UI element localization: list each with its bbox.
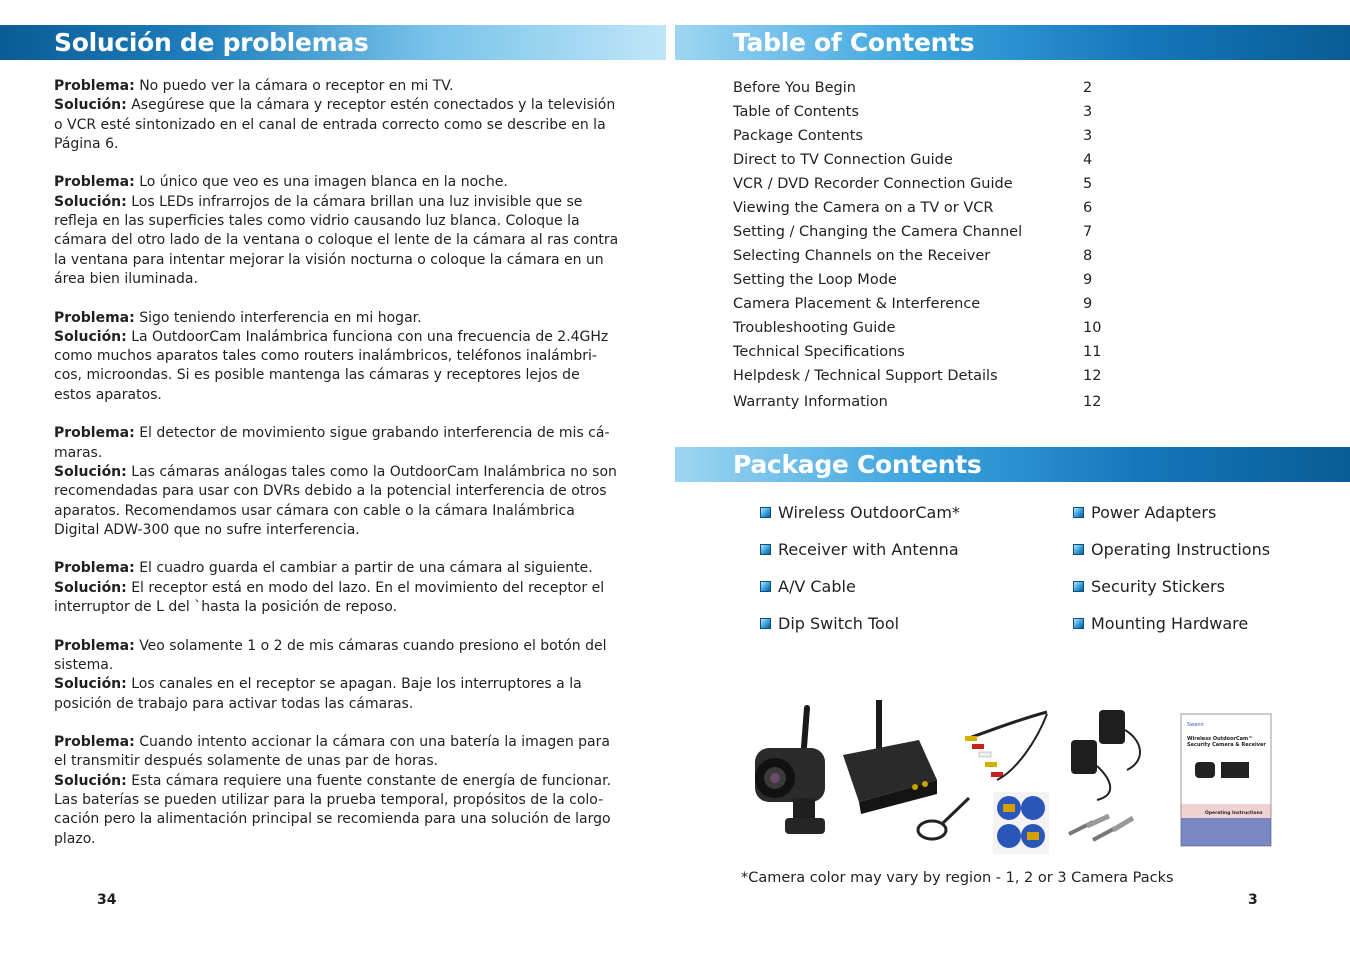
problem-text: El cuadro guarda el cambiar a partir de una cámara al siguiente.: [139, 560, 593, 577]
solution-text: Los LEDs infrarrojos de la cámara brillan una luz invisible que se refleja en las superficies tales como vidrio causando luz blanca. Coloque la cámara del otro lado de la ventana o coloque el lente de la cámara al ras contra la ventana para intentar mejorar la visión nocturna o coloque la cámara en un área bien iluminada.: [54, 193, 619, 287]
package-item-label: Mounting Hardware: [1091, 614, 1249, 633]
solution-label: Solución:: [54, 328, 127, 345]
package-item: [1073, 531, 1270, 568]
security-stickers-icon: [993, 792, 1049, 854]
toc-entry-page: 11: [1083, 344, 1102, 360]
dip-switch-tool-icon: [918, 798, 969, 839]
left-page-title-banner: [0, 25, 666, 60]
package-item: [760, 494, 960, 531]
toc-entry[interactable]: [733, 148, 1113, 172]
page-number-left: 34: [97, 892, 117, 908]
toc-entry-title: Setting the Loop Mode: [733, 272, 897, 288]
toc-entry[interactable]: [733, 76, 1113, 100]
faq-problem: [54, 559, 620, 578]
toc-entry[interactable]: [733, 244, 1113, 268]
toc-entry-page: 9: [1083, 296, 1093, 312]
toc-entry-page: 5: [1083, 176, 1093, 192]
solution-text: La OutdoorCam Inalámbrica funciona con una frecuencia de 2.4GHz como muchos aparatos tales como routers inalámbricos, teléfonos inalámbri-cos, microondas. Si es posible mantenga las cámaras y receptores lejos de estos aparatos.: [54, 328, 609, 403]
package-item: [1073, 605, 1270, 642]
toc-entry-title: Troubleshooting Guide: [733, 320, 896, 336]
toc-entry-title: Technical Specifications: [733, 344, 905, 360]
package-item-label: Dip Switch Tool: [778, 614, 900, 633]
faq-solution: [54, 96, 620, 154]
faq-solution: [54, 328, 620, 405]
problem-label: Problema:: [54, 637, 135, 654]
manual-line1: Wireless OutdoorCam™: [1187, 736, 1254, 742]
square-bullet-icon: [1073, 618, 1084, 629]
toc-entry-page: 6: [1083, 200, 1093, 216]
toc-entry-title: Camera Placement & Interference: [733, 296, 981, 312]
toc-entry-title: VCR / DVD Recorder Connection Guide: [733, 176, 1013, 192]
square-bullet-icon: [760, 507, 771, 518]
toc-entry-title: Direct to TV Connection Guide: [733, 152, 953, 168]
table-of-contents: [733, 76, 1113, 414]
toc-title-banner: [675, 25, 1350, 60]
faq-solution: [54, 579, 620, 618]
toc-entry-page: 12: [1083, 394, 1102, 410]
toc-entry[interactable]: [733, 220, 1113, 244]
av-cable-icon: [965, 712, 1047, 780]
faq-item: [54, 173, 620, 289]
receiver-icon: [843, 700, 937, 814]
toc-title: Table of Contents: [733, 28, 975, 57]
manual-brand: Swann: [1187, 722, 1204, 728]
solution-label: Solución:: [54, 97, 127, 114]
faq-solution: [54, 772, 620, 849]
problem-label: Problema:: [54, 78, 135, 94]
solution-text: Los canales en el receptor se apagan. Baje los interruptores a la posición de trabajo para activar todas las cámaras.: [54, 676, 582, 712]
package-item: [760, 605, 960, 642]
package-item-label: Wireless OutdoorCam*: [778, 503, 960, 522]
toc-entry-title: Viewing the Camera on a TV or VCR: [733, 200, 994, 216]
toc-entry-title: Setting / Changing the Camera Channel: [733, 224, 1023, 240]
faq-solution: [54, 463, 620, 540]
square-bullet-icon: [1073, 544, 1084, 555]
toc-entry-page: 8: [1083, 248, 1093, 264]
toc-entry[interactable]: [733, 340, 1113, 364]
faq-item: [54, 424, 620, 540]
toc-entry-page: 12: [1083, 368, 1102, 384]
toc-entry[interactable]: [733, 100, 1113, 124]
toc-entry-page: 4: [1083, 152, 1093, 168]
faq-item: [54, 637, 620, 714]
faq-item: [54, 309, 620, 405]
faq-item: [54, 733, 620, 849]
square-bullet-icon: [760, 618, 771, 629]
square-bullet-icon: [1073, 507, 1084, 518]
faq-item: [54, 559, 620, 617]
power-adapter-icon: [1071, 710, 1140, 800]
toc-entry[interactable]: [733, 292, 1113, 316]
problem-text: Cuando intento accionar la cámara con una batería la imagen para el transmitir después solamente de unas par de horas.: [54, 734, 610, 770]
package-item-label: Security Stickers: [1091, 577, 1225, 596]
faq-problem: [54, 424, 620, 463]
problem-text: Veo solamente 1 o 2 de mis cámaras cuando presiono el botón del sistema.: [54, 637, 607, 673]
package-contents-title: Package Contents: [733, 450, 982, 479]
problem-label: Problema:: [54, 309, 135, 326]
toc-entry[interactable]: [733, 316, 1113, 340]
faq-problem: [54, 733, 620, 772]
package-list-left: [760, 494, 960, 642]
faq-problem: [54, 173, 620, 192]
package-item-label: A/V Cable: [778, 577, 856, 596]
faq-problem: [54, 637, 620, 676]
package-contents-banner: [675, 447, 1350, 482]
square-bullet-icon: [760, 544, 771, 555]
manual-footer: Operating Instructions: [1205, 811, 1263, 816]
troubleshooting-faq-list: [54, 77, 620, 868]
solution-text: Asegúrese que la cámara y receptor estén conectados y la televisión o VCR esté sintonizado en el canal de entrada correcto como se describe en la Página 6.: [54, 97, 616, 152]
problem-text: No puedo ver la cámara o receptor en mi TV.: [139, 78, 454, 94]
toc-entry[interactable]: [733, 172, 1113, 196]
operating-manual-icon: [1181, 714, 1271, 846]
toc-entry-page: 3: [1083, 104, 1093, 120]
manual-line2: Security Camera & Receiver: [1187, 742, 1266, 748]
left-page-title: Solución de problemas: [54, 28, 369, 57]
problem-text: El detector de movimiento sigue grabando interferencia de mis cá-maras.: [54, 425, 610, 461]
package-item: [760, 568, 960, 605]
faq-solution: [54, 193, 620, 289]
solution-label: Solución:: [54, 463, 127, 480]
solution-text: Esta cámara requiere una fuente constante de energía de funcionar. Las baterías se pueden utilizar para la prueba temporal, propósitos de la colo-cación pero la alimentación principal se recomienda para una solución de largo plazo.: [54, 772, 612, 847]
toc-entry-title: Before You Begin: [733, 80, 856, 96]
package-item: [1073, 494, 1270, 531]
faq-solution: [54, 675, 620, 714]
problem-label: Problema:: [54, 425, 135, 442]
package-contents-photo: [747, 700, 1277, 860]
toc-entry[interactable]: [733, 390, 1113, 414]
camera-color-caption: *Camera color may vary by region - 1, 2 or 3 Camera Packs: [741, 870, 1174, 886]
package-item-label: Power Adapters: [1091, 503, 1217, 522]
package-item-label: Operating Instructions: [1091, 540, 1271, 559]
package-list-right: [1073, 494, 1270, 642]
package-item: [1073, 568, 1270, 605]
toc-entry-page: 10: [1083, 320, 1102, 336]
faq-problem: [54, 309, 620, 328]
problem-label: Problema:: [54, 174, 135, 191]
toc-entry-page: 9: [1083, 272, 1093, 288]
solution-text: Las cámaras análogas tales como la OutdoorCam Inalámbrica no son recomendadas para usar con DVRs debido a la potencial interferencia de otros aparatos. Recomendamos usar cámara con cable o la cámara Inalámbrica Digital ADW-300 que no sufre interferencia.: [54, 463, 617, 538]
toc-entry[interactable]: [733, 268, 1113, 292]
solution-label: Solución:: [54, 193, 127, 210]
square-bullet-icon: [760, 581, 771, 592]
toc-entry[interactable]: [733, 364, 1113, 388]
solution-label: Solución:: [54, 579, 127, 596]
solution-label: Solución:: [54, 772, 127, 789]
toc-entry-title: Warranty Information: [733, 394, 888, 410]
camera-icon: [755, 708, 825, 834]
toc-entry-title: Package Contents: [733, 128, 863, 144]
faq-item: [54, 77, 620, 154]
toc-entry-title: Selecting Channels on the Receiver: [733, 248, 991, 264]
solution-label: Solución:: [54, 676, 127, 693]
mounting-hardware-icon: [1069, 816, 1133, 840]
problem-label: Problema:: [54, 560, 135, 577]
square-bullet-icon: [1073, 581, 1084, 592]
problem-text: Sigo teniendo interferencia en mi hogar.: [139, 309, 422, 326]
toc-entry-page: 2: [1083, 80, 1093, 96]
toc-entry-title: Table of Contents: [733, 104, 859, 120]
problem-text: Lo único que veo es una imagen blanca en la noche.: [139, 174, 508, 191]
solution-text: El receptor está en modo del lazo. En el movimiento del receptor el interruptor de L del `hasta la posición de reposo.: [54, 579, 605, 616]
package-item: [760, 531, 960, 568]
faq-problem: [54, 77, 620, 96]
package-item-label: Receiver with Antenna: [778, 540, 959, 559]
toc-entry-title: Helpdesk / Technical Support Details: [733, 368, 998, 384]
toc-entry[interactable]: [733, 124, 1113, 148]
problem-label: Problema:: [54, 734, 135, 751]
page-number-right: 3: [1248, 892, 1258, 908]
toc-entry-page: 3: [1083, 128, 1093, 144]
toc-entry[interactable]: [733, 196, 1113, 220]
toc-entry-page: 7: [1083, 224, 1093, 240]
